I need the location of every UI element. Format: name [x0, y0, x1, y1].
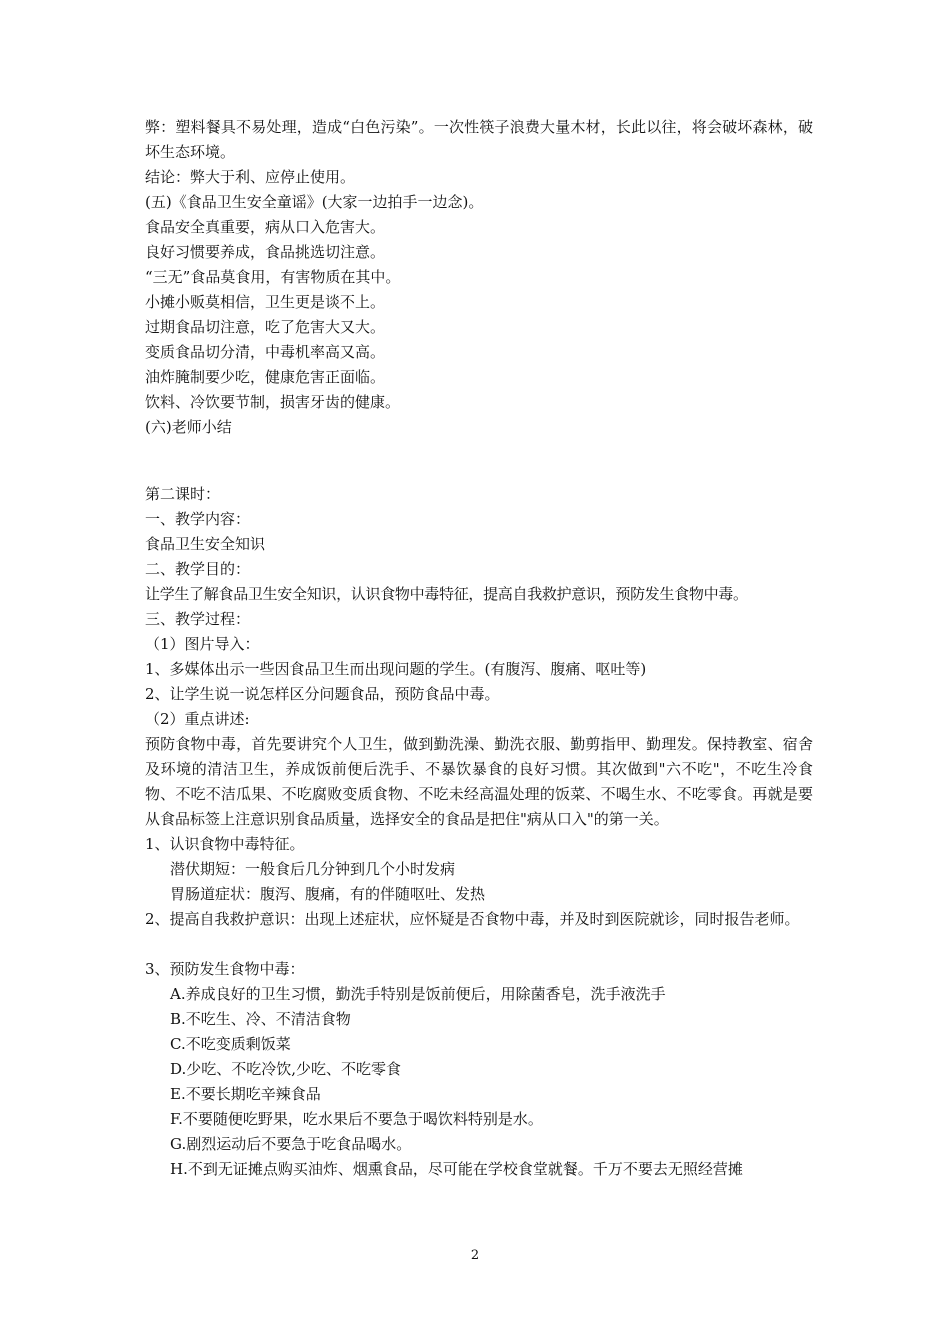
rhyme-line: 食品安全真重要，病从口入危害大。 [145, 218, 386, 236]
indented-item: 潜伏期短：一般食后几分钟到几个小时发病 [170, 860, 456, 878]
section-heading: (六)老师小结 [145, 418, 232, 436]
indented-item: G.剧烈运动后不要急于吃食品喝水。 [170, 1135, 412, 1153]
text-line: 食品卫生安全知识 [145, 535, 266, 553]
section-heading: (五)《食品卫生安全童谣》(大家一边拍手一边念)。 [145, 193, 484, 211]
indented-item: A.养成良好的卫生习惯，勤洗手特别是饭前便后，用除菌香皂，洗手液洗手 [170, 985, 666, 1003]
sub-heading: （1）图片导入： [145, 635, 260, 653]
indented-item: F.不要随便吃野果，吃水果后不要急于喝饮料特别是水。 [170, 1110, 543, 1128]
document-body [145, 115, 813, 1182]
list-item: 1、认识食物中毒特征。 [145, 835, 305, 853]
paragraph-drawbacks: 弊：塑料餐具不易处理，造成“白色污染”。一次性筷子浪费大量木材，长此以往，将会破坏森林，破坏生态环境。 [145, 118, 813, 161]
paragraph-prevention: 预防食物中毒，首先要讲究个人卫生，做到勤洗澡、勤洗衣服、勤剪指甲、勤理发。保持教室、宿舍及环境的清洁卫生，养成饭前便后洗手、不暴饮暴食的良好习惯。其次做到"六不吃"，不吃生冷食物、不吃不洁瓜果、不吃腐败变质食物、不吃未经高温处理的饭菜、不喝生水、不吃零食。再就是要从食品标签上注意识别食品质量，选择安全的食品是把住"病从口入"的第一关。 [145, 735, 813, 828]
rhyme-line: 饮料、冷饮要节制，损害牙齿的健康。 [145, 393, 401, 411]
section-heading: 一、教学内容： [145, 510, 251, 528]
indented-item: D.少吃、不吃冷饮,少吃、不吃零食 [170, 1060, 402, 1078]
rhyme-line: 油炸腌制要少吃，健康危害正面临。 [145, 368, 386, 386]
indented-item: C.不吃变质剩饭菜 [170, 1035, 291, 1053]
list-item: 2、让学生说一说怎样区分问题食品，预防食品中毒。 [145, 685, 500, 703]
rhyme-line: “三无”食品莫食用，有害物质在其中。 [145, 268, 401, 286]
indented-item: B.不吃生、冷、不清洁食物 [170, 1010, 351, 1028]
section-heading: 二、教学目的： [145, 560, 251, 578]
indented-item: E.不要长期吃辛辣食品 [170, 1085, 321, 1103]
spacer [145, 440, 813, 482]
list-item: 3、预防发生食物中毒： [145, 960, 305, 978]
indented-item: H.不到无证摊点购买油炸、烟熏食品，尽可能在学校食堂就餐。千万不要去无照经营摊 [170, 1160, 743, 1178]
rhyme-line: 变质食品切分清，中毒机率高又高。 [145, 343, 386, 361]
sub-heading: （2）重点讲述: [145, 710, 250, 728]
text-line: 让学生了解食品卫生安全知识，认识食物中毒特征，提高自我救护意识，预防发生食物中毒。 [145, 585, 748, 603]
page-number: 2 [470, 1248, 480, 1263]
text-line: 结论：弊大于利、应停止使用。 [145, 168, 356, 186]
rhyme-line: 小摊小贩莫相信，卫生更是谈不上。 [145, 293, 386, 311]
paragraph-self-rescue: 2、提高自我救护意识：出现上述症状，应怀疑是否食物中毒，并及时到医院就诊，同时报告老师。 [145, 910, 800, 928]
list-item: 1、多媒体出示一些因食品卫生而出现问题的学生。(有腹泻、腹痛、呕吐等) [145, 660, 647, 678]
indented-item: 胃肠道症状：腹泻、腹痛，有的伴随呕吐、发热 [170, 885, 486, 903]
rhyme-line: 良好习惯要养成，食品挑选切注意。 [145, 243, 386, 261]
rhyme-line: 过期食品切注意，吃了危害大又大。 [145, 318, 386, 336]
lesson-title: 第二课时： [145, 485, 221, 503]
section-heading: 三、教学过程： [145, 610, 251, 628]
